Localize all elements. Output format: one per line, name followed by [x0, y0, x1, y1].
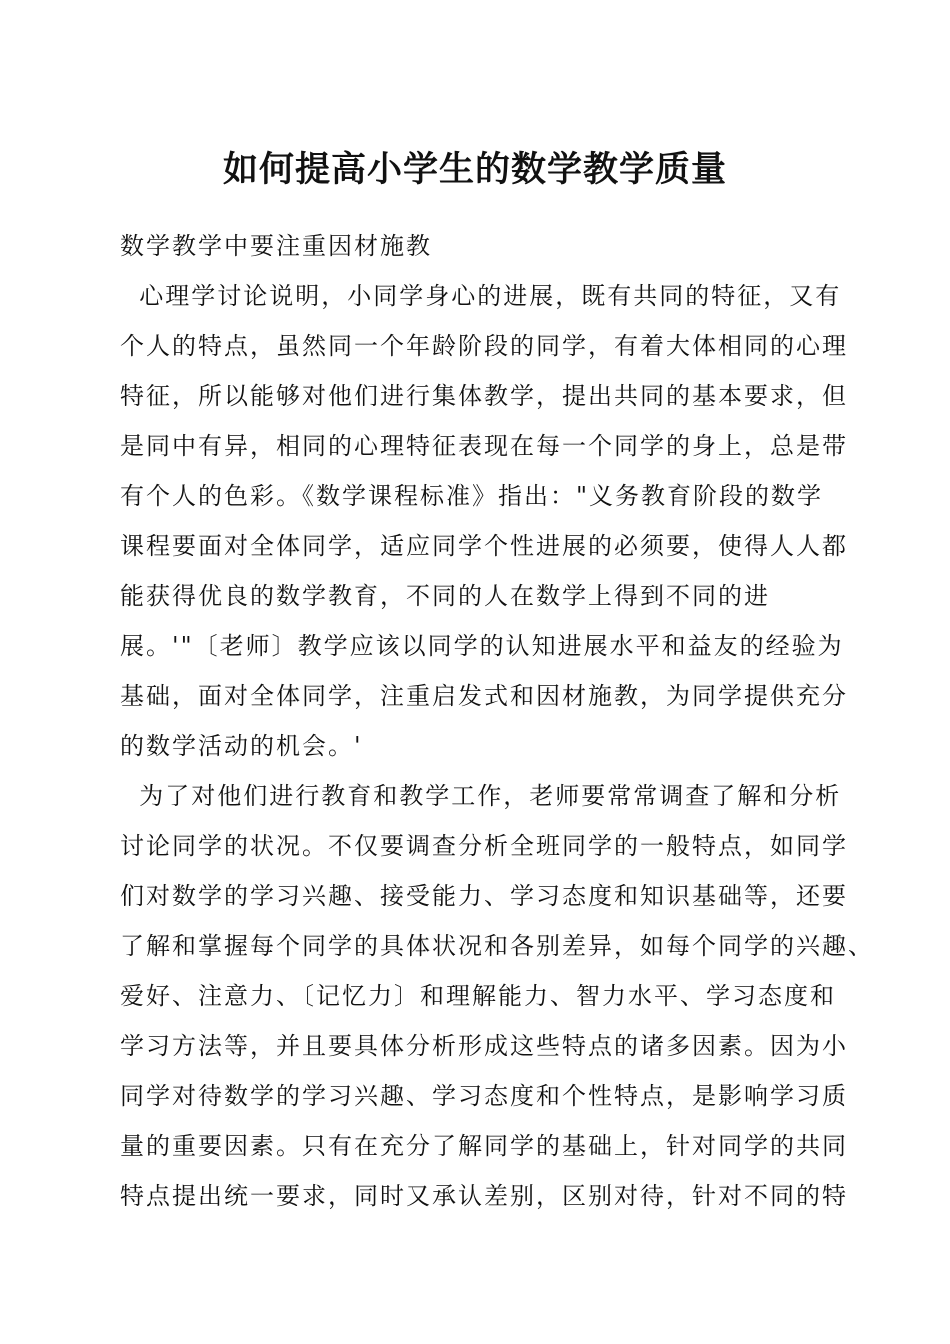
body-line: 讨论同学的状况。不仅要调查分析全班同学的一般特点，如同学	[120, 832, 848, 860]
body-line: 同学对待数学的学习兴趣、学习态度和个性特点，是影响学习质	[120, 1082, 848, 1110]
body-line: 量的重要因素。只有在充分了解同学的基础上，针对同学的共同	[120, 1132, 848, 1160]
body-line: 们对数学的学习兴趣、接受能力、学习态度和知识基础等，还要	[120, 882, 848, 910]
body-line: 为了对他们进行教育和教学工作，老师要常常调查了解和分析	[120, 782, 842, 810]
body-line: 了解和掌握每个同学的具体状况和各别差异，如每个同学的兴趣、	[120, 932, 874, 960]
body-line: 能获得优良的数学教育，不同的人在数学上得到不同的进	[120, 582, 770, 610]
body-line: 基础，面对全体同学，注重启发式和因材施教，为同学提供充分	[120, 682, 848, 710]
body-line: 心理学讨论说明，小同学身心的进展，既有共同的特征，又有	[120, 282, 842, 310]
body-line: 个人的特点，虽然同一个年龄阶段的同学，有着大体相同的心理	[120, 332, 848, 360]
body-line: 展。'"〔老师〕教学应该以同学的认知进展水平和益友的经验为	[120, 632, 844, 660]
body-line: 的数学活动的机会。'	[120, 732, 363, 760]
body-line: 是同中有异，相同的心理特征表现在每一个同学的身上，总是带	[120, 432, 848, 460]
document-title: 如何提高小学生的数学教学质量	[222, 149, 727, 190]
body-line: 有个人的色彩。《数学课程标准》指出："义务教育阶段的数学	[120, 482, 824, 510]
body-line: 爱好、注意力、〔记忆力〕和理解能力、智力水平、学习态度和	[120, 982, 836, 1010]
body-line: 特征，所以能够对他们进行集体教学，提出共同的基本要求，但	[120, 382, 848, 410]
section-heading: 数学教学中要注重因材施教	[120, 232, 432, 260]
body-line: 学习方法等，并且要具体分析形成这些特点的诸多因素。因为小	[120, 1032, 848, 1060]
body-line: 特点提出统一要求，同时又承认差别，区别对待，针对不同的特	[120, 1182, 848, 1210]
body-line: 课程要面对全体同学，适应同学个性进展的必须要，使得人人都	[120, 532, 848, 560]
